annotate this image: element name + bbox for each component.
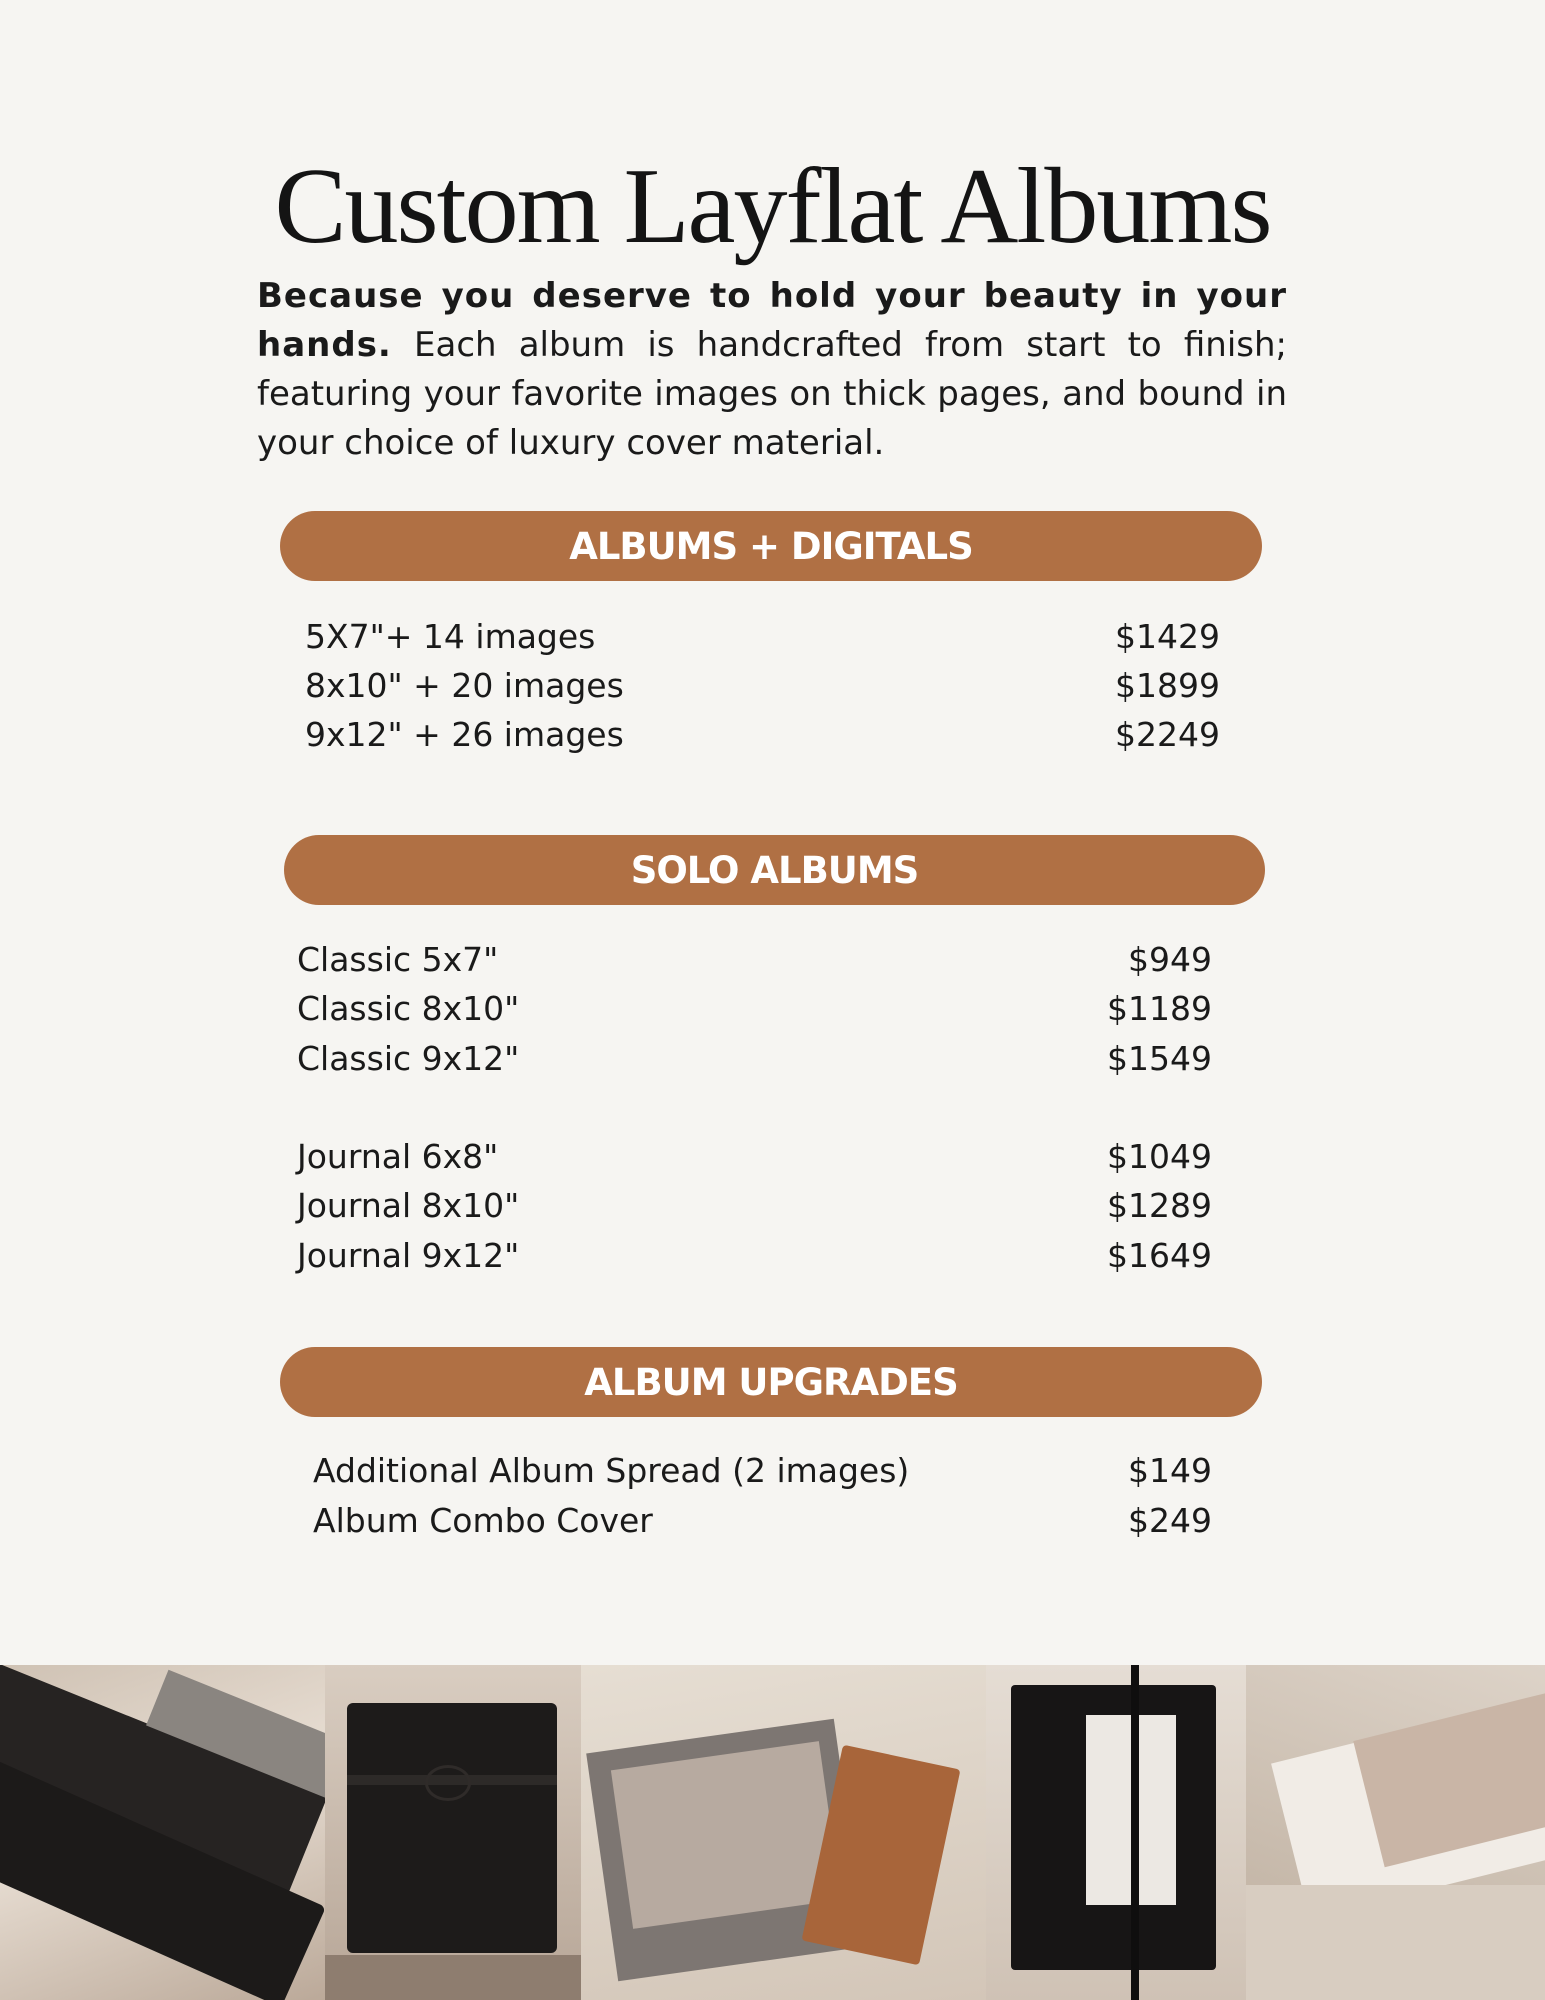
page-title: Custom Layflat Albums bbox=[274, 147, 1271, 266]
leather-album-care-card-photo bbox=[986, 1665, 1246, 2000]
price-row bbox=[297, 984, 1212, 1033]
price-row bbox=[313, 1446, 1212, 1495]
price-row bbox=[297, 1231, 1212, 1280]
albums-digitals-heading: ALBUMS + DIGITALS bbox=[280, 511, 1262, 581]
item-name: Journal 6x8" bbox=[297, 1137, 499, 1176]
item-name: Classic 9x12" bbox=[297, 1039, 520, 1078]
item-name: 5X7"+ 14 images bbox=[305, 617, 596, 656]
intro-text: Each album is handcrafted from start to finish; featuring your favorite images on thick pages, and bound in your choice of luxury cover material. bbox=[257, 325, 1287, 463]
price-row bbox=[313, 1496, 1212, 1545]
album-stack-photo bbox=[0, 1665, 325, 2000]
price-row bbox=[297, 935, 1212, 984]
item-price: $1549 bbox=[1107, 1039, 1212, 1078]
item-name: Album Combo Cover bbox=[313, 1501, 653, 1540]
solo-albums-heading: SOLO ALBUMS bbox=[284, 835, 1265, 905]
item-price: $1189 bbox=[1107, 989, 1212, 1028]
item-price: $149 bbox=[1128, 1451, 1212, 1490]
item-name: Additional Album Spread (2 images) bbox=[313, 1451, 910, 1490]
item-price: $1289 bbox=[1107, 1186, 1212, 1225]
price-row bbox=[305, 612, 1220, 661]
item-name: 9x12" + 26 images bbox=[305, 715, 624, 754]
price-row bbox=[297, 1181, 1212, 1230]
price-row bbox=[297, 1034, 1212, 1083]
item-price: $249 bbox=[1128, 1501, 1212, 1540]
photo-strip bbox=[0, 1665, 1545, 2000]
album-page-photo bbox=[1246, 1665, 1545, 2000]
item-name: Journal 8x10" bbox=[297, 1186, 520, 1225]
intro-paragraph bbox=[257, 272, 1287, 468]
item-price: $1649 bbox=[1107, 1236, 1212, 1275]
item-name: 8x10" + 20 images bbox=[305, 666, 624, 705]
item-price: $1049 bbox=[1107, 1137, 1212, 1176]
price-row bbox=[305, 710, 1220, 759]
item-price: $2249 bbox=[1115, 715, 1220, 754]
item-name: Journal 9x12" bbox=[297, 1236, 520, 1275]
price-row bbox=[305, 661, 1220, 710]
item-name: Classic 8x10" bbox=[297, 989, 520, 1028]
item-price: $1899 bbox=[1115, 666, 1220, 705]
item-price: $949 bbox=[1128, 940, 1212, 979]
item-price: $1429 bbox=[1115, 617, 1220, 656]
album-upgrades-heading: ALBUM UPGRADES bbox=[280, 1347, 1262, 1417]
price-row bbox=[297, 1132, 1212, 1181]
item-name: Classic 5x7" bbox=[297, 940, 499, 979]
intro-bold-text: Because you deserve to hold your beauty in your hands. bbox=[257, 276, 1287, 365]
black-album-bow-photo bbox=[325, 1665, 581, 2000]
open-album-photo bbox=[581, 1665, 986, 2000]
